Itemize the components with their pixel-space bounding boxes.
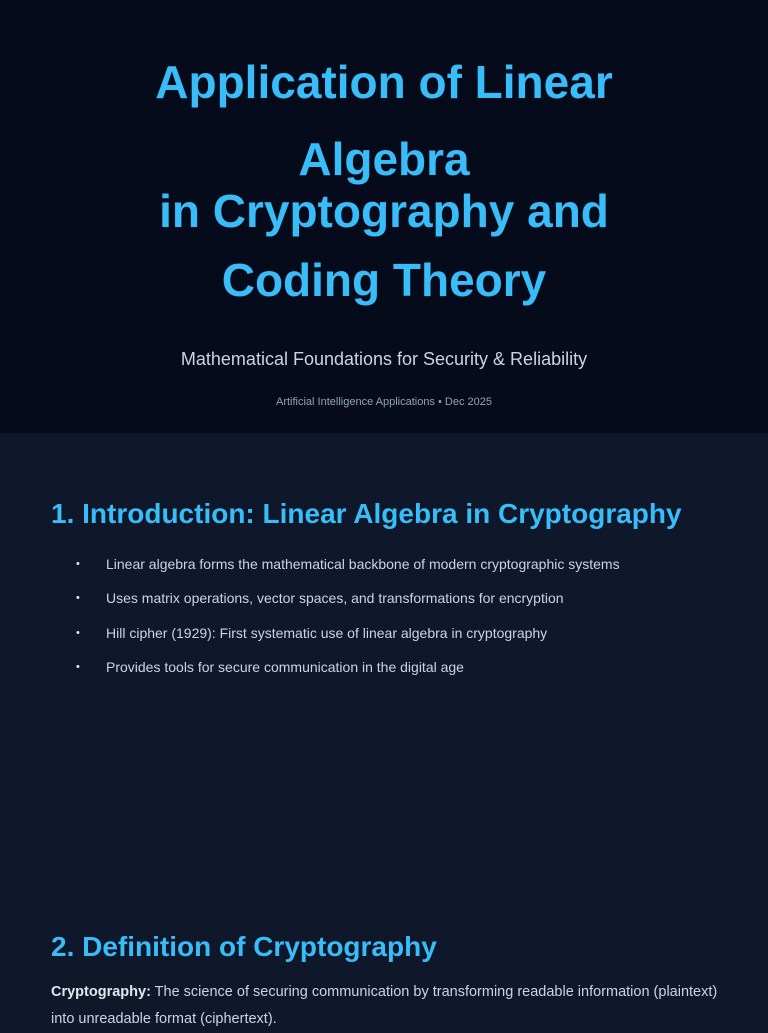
- page-title-line-2: Algebra: [298, 133, 470, 185]
- list-item-text: Linear algebra forms the mathematical backbone of modern cryptographic systems: [106, 556, 620, 572]
- page-title-line-3: in Cryptography and: [159, 185, 609, 237]
- bullet-icon: •: [76, 626, 80, 639]
- section-heading-definition: 2. Definition of Cryptography: [51, 931, 437, 962]
- list-item-text: Provides tools for secure communication in the digital age: [106, 658, 464, 675]
- section-heading-introduction: 1. Introduction: Linear Algebra in Cryptography: [51, 498, 682, 529]
- bullet-icon: •: [76, 660, 80, 673]
- definition-paragraph: [51, 979, 721, 1033]
- page-title-line-1: Application of Linear: [155, 56, 613, 108]
- page-subtitle: Mathematical Foundations for Security & Reliability: [180, 349, 588, 369]
- main-content: [0, 433, 768, 1027]
- page-meta: Artificial Intelligence Applications • Dec 2025: [275, 396, 493, 408]
- list-item-text: Uses matrix operations, vector spaces, and transformations for encryption: [106, 590, 564, 607]
- bullet-icon: •: [76, 592, 80, 605]
- title-section: [0, 0, 768, 433]
- list-item-text: Hill cipher (1929): First systematic use of linear algebra in cryptography: [106, 624, 548, 641]
- bullet-icon: •: [76, 558, 80, 570]
- definition-term: Cryptography:: [51, 984, 151, 1000]
- page-title-line-4: Coding Theory: [221, 254, 547, 306]
- definition-text: The science of securing communication by transforming readable information (plaintext) into unreadable format (ciphertext).: [51, 984, 718, 1027]
